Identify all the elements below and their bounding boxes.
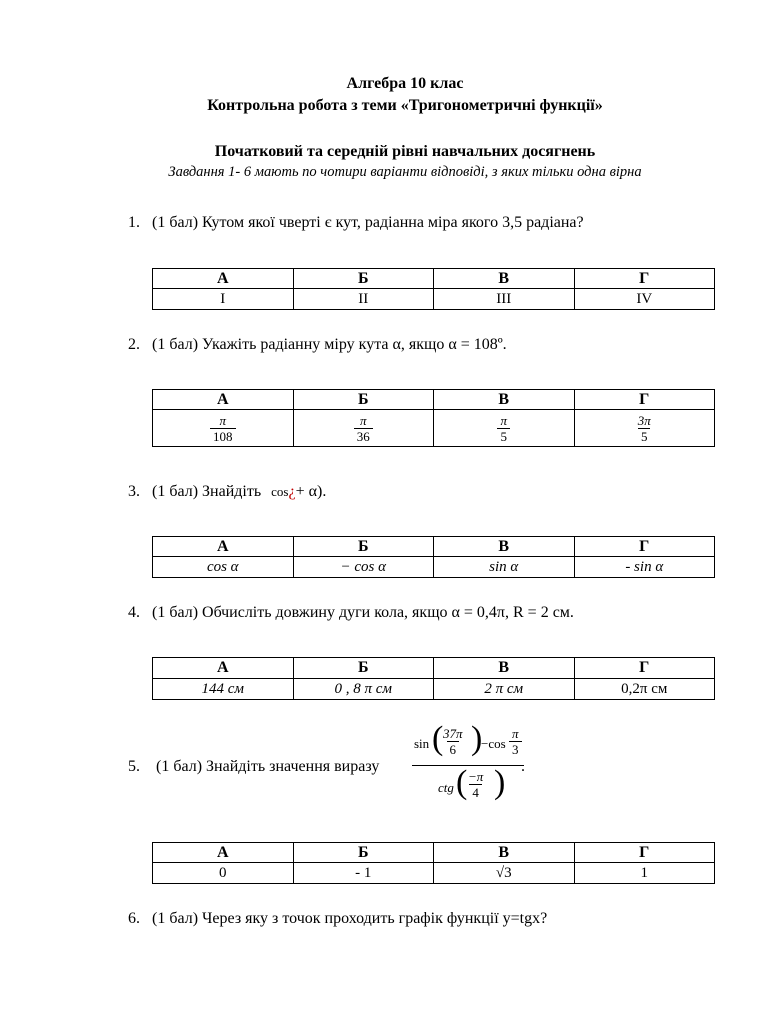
answer-option: II [293, 289, 434, 310]
answer-option [153, 410, 294, 447]
fraction: $\frac{\pi}{5}$ [497, 413, 510, 444]
col-b-header: Б [293, 658, 434, 679]
answer-option: √3 [434, 863, 575, 884]
answer-option: 1 [574, 863, 715, 884]
question-5 [128, 758, 379, 776]
col-b-header: Б [293, 390, 434, 410]
section-heading: Початковий та середній рівні навчальних досягнень [214, 143, 596, 160]
question-text: (1 бал) Обчисліть довжину дуги кола, якщо α = 0,4π, R = 2 см. [152, 604, 574, 621]
question-number: 3. [128, 483, 140, 500]
fraction: $\frac{\pi}{108}$ [210, 413, 236, 444]
question-text: (1 бал) Знайдіть [152, 483, 262, 500]
fraction-bar [412, 765, 524, 766]
expr-end-dot: . [521, 758, 525, 775]
answer-option: - sin α [574, 557, 715, 578]
paren-right: ) [471, 720, 483, 757]
question-number: 1. [128, 214, 140, 231]
col-v-header: В [434, 537, 575, 557]
question-3 [128, 483, 326, 501]
question-text: (1 бал) Через яку з точок проходить графік функції y=tgx? [152, 910, 548, 927]
ctg-text: ctg [438, 780, 454, 795]
question-text: (1 бал) Укажіть радіанну міру кута α, якщо α = 108º. [152, 336, 507, 353]
col-g-header: Г [574, 537, 715, 557]
doc-subtitle: Контрольна робота з теми «Тригонометричні функції» [207, 97, 603, 114]
paren-left: ( [456, 764, 468, 801]
question-number: 4. [128, 604, 140, 621]
minus-cos-text: −cos [481, 736, 506, 751]
answer-option: 0,2π см [574, 679, 715, 700]
col-g-header: Г [574, 269, 715, 289]
col-v-header: В [434, 269, 575, 289]
doc-title: Алгебра 10 клас [346, 75, 464, 92]
q5-expression [410, 722, 525, 808]
answer-option: − cos α [293, 557, 434, 578]
answer-option: I [153, 289, 294, 310]
answer-option [574, 410, 715, 447]
answer-option [293, 410, 434, 447]
answer-option: cos α [153, 557, 294, 578]
col-a-header: А [153, 269, 294, 289]
fraction: $\frac{-\pi}{4}$ [468, 769, 484, 800]
question-2 [128, 336, 507, 354]
question-text: (1 бал) Знайдіть значення виразу [156, 758, 380, 775]
col-g-header: Г [574, 658, 715, 679]
question-number: 6. [128, 910, 140, 927]
sin-text: sin [414, 736, 430, 751]
render-glitch-mark: ¿ [288, 483, 296, 500]
answer-option: - 1 [293, 863, 434, 884]
fraction: $\frac{\pi}{3}$ [509, 726, 522, 757]
fraction: $\frac{37\pi}{6}$ [443, 726, 463, 757]
col-a-header: А [153, 658, 294, 679]
answer-option: III [434, 289, 575, 310]
col-v-header: В [434, 390, 575, 410]
answer-table-5 [152, 842, 715, 884]
answer-table-4 [152, 657, 715, 700]
answer-option: 0 , 8 π см [293, 679, 434, 700]
question-text: (1 бал) Кутом якої чверті є кут, радіанна міра якого 3,5 радіана? [152, 214, 584, 231]
col-b-header: Б [293, 537, 434, 557]
col-a-header: А [153, 537, 294, 557]
cos-expression: cos [271, 484, 289, 499]
answer-option: sin α [434, 557, 575, 578]
col-a-header: А [153, 390, 294, 410]
col-g-header: Г [574, 390, 715, 410]
answer-table-1 [152, 268, 715, 310]
fraction: $\frac{3\pi}{5}$ [637, 412, 651, 444]
question-4 [128, 604, 574, 622]
answer-option: 2 π см [434, 679, 575, 700]
paren-right: ) [494, 764, 506, 801]
question-number: 5. [128, 758, 140, 775]
col-v-header: В [434, 843, 575, 863]
question-1 [128, 214, 584, 232]
question-number: 2. [128, 336, 140, 353]
answer-option [434, 410, 575, 447]
answer-option: 0 [153, 863, 294, 884]
fraction: $\frac{\pi}{36}$ [354, 413, 373, 444]
col-b-header: Б [293, 843, 434, 863]
col-b-header: Б [293, 269, 434, 289]
answer-option: 144 см [153, 679, 294, 700]
question-text-tail: + α). [295, 483, 327, 500]
answer-option: IV [574, 289, 715, 310]
answer-table-2 [152, 389, 715, 447]
paren-left: ( [432, 720, 444, 757]
question-6 [128, 910, 547, 928]
instructions-note: Завдання 1- 6 мають по чотири варіанти відповіді, з яких тільки одна вірна [168, 164, 642, 180]
answer-table-3 [152, 536, 715, 578]
col-v-header: В [434, 658, 575, 679]
col-a-header: А [153, 843, 294, 863]
col-g-header: Г [574, 843, 715, 863]
